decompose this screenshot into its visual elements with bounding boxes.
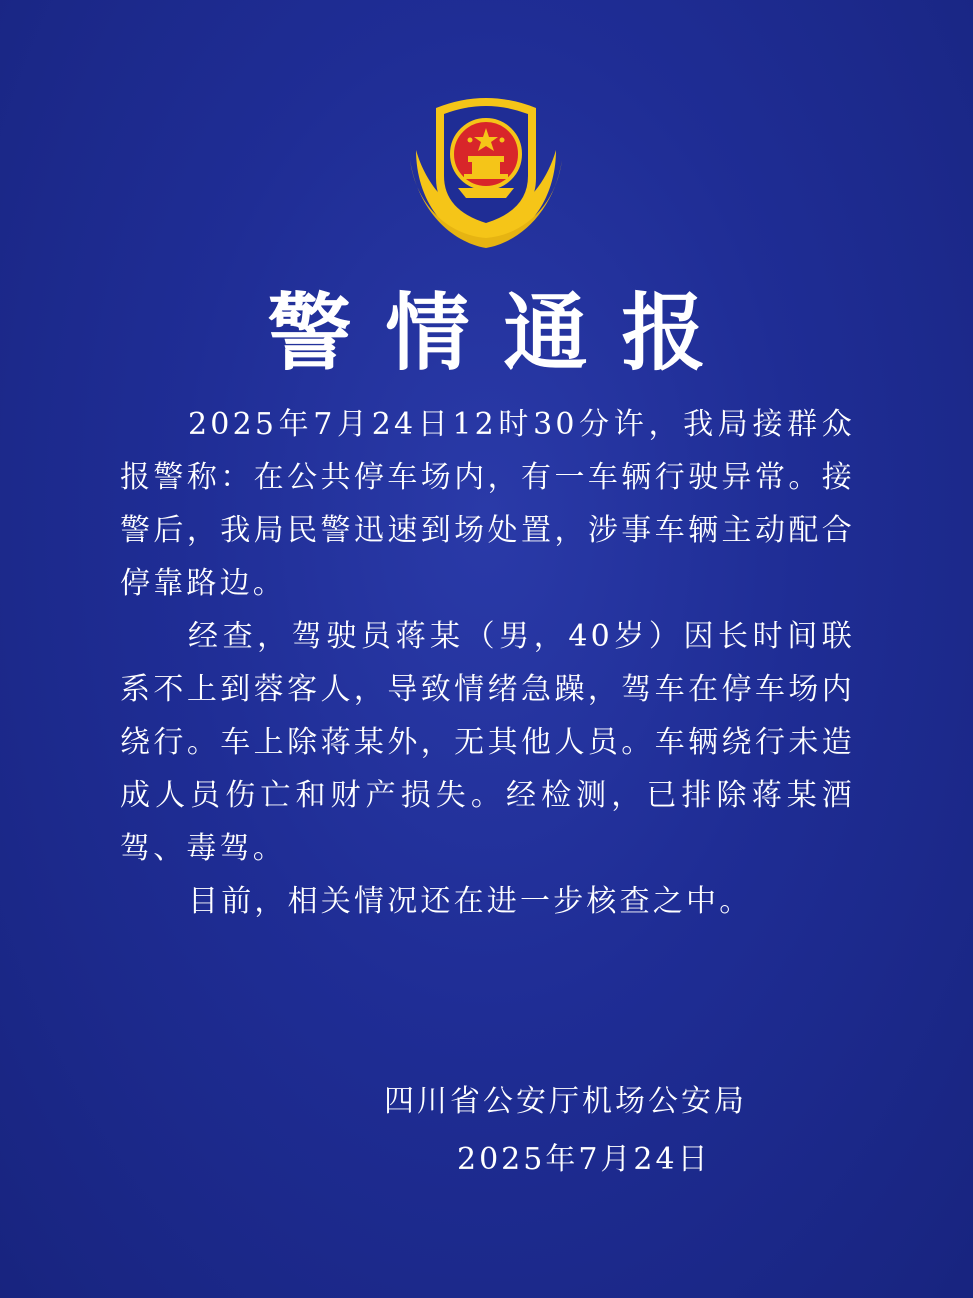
issue-date: 2025年7月24日 (457, 1142, 711, 1177)
notice-title: 警情通报 (267, 284, 740, 382)
notice-paragraph: 经查，驾驶员蒋某（男，40岁）因长时间联系不上到蓉客人，导致情绪急躁，驾车在停车场内绕行。车上除蒋某外，无其他人员。车辆绕行未造成人员伤亡和财产损失。经检测，已排除蒋某酒驾、毒驾。 (120, 619, 855, 866)
notice-paragraph: 目前，相关情况还在进一步核查之中。 (188, 884, 753, 919)
notice-paragraph: 2025年7月24日12时30分许，我局接群众报警称：在公共停车场内，有一车辆行驶异常。接警后，我局民警迅速到场处置，涉事车辆主动配合停靠路边。 (120, 407, 855, 601)
notice-body (120, 398, 855, 928)
issuing-organization: 四川省公安厅机场公安局 (384, 1084, 747, 1119)
police-emblem-icon (406, 90, 566, 250)
